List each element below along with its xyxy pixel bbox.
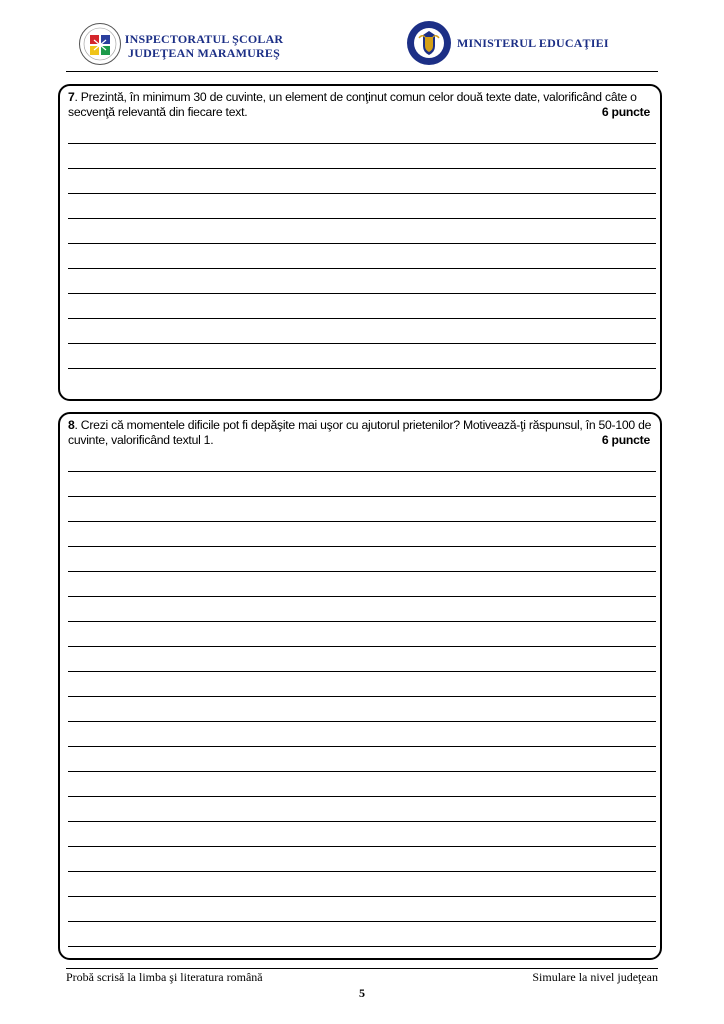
- question-8-prompt: [68, 418, 658, 448]
- header-divider: [66, 71, 658, 72]
- answer-line[interactable]: [68, 471, 656, 472]
- ministry-name: MINISTERUL EDUCAŢIEI: [457, 36, 609, 50]
- answer-line[interactable]: [68, 921, 656, 922]
- answer-line[interactable]: [68, 496, 656, 497]
- question-8-points: 6 puncte: [601, 433, 650, 447]
- answer-line[interactable]: [68, 193, 656, 194]
- question-7-points: 6 puncte: [601, 105, 650, 119]
- answer-line[interactable]: [68, 293, 656, 294]
- answer-line[interactable]: [68, 946, 656, 947]
- footer-exam-type: Simulare la nivel judeţean: [532, 970, 658, 984]
- page-number: 5: [359, 986, 365, 1000]
- answer-line[interactable]: [68, 243, 656, 244]
- question-7-prompt: [68, 90, 658, 120]
- question-7-text: . Prezintă, în minimum 30 de cuvinte, un element de conţinut comun celor două texte date, valorificând câte o secvenţă relevantă din fiecare text.: [68, 90, 637, 119]
- question-8-box: [58, 412, 662, 960]
- answer-line[interactable]: [68, 218, 656, 219]
- government-crest-icon: [406, 20, 452, 66]
- answer-line[interactable]: [68, 821, 656, 822]
- answer-line[interactable]: [68, 796, 656, 797]
- answer-line[interactable]: [68, 771, 656, 772]
- question-8-text: . Crezi că momentele dificile pot fi depăşite mai uşor cu ajutorul prietenilor? Motivează-ţi răspunsul, în 50-100 de cuvinte, valorificând textul 1.: [68, 418, 652, 447]
- answer-line[interactable]: [68, 671, 656, 672]
- answer-line[interactable]: [68, 746, 656, 747]
- answer-line[interactable]: [68, 571, 656, 572]
- inspectorate-line-2: JUDEŢEAN MARAMUREŞ: [128, 46, 280, 60]
- question-8-number: 8: [68, 418, 75, 432]
- answer-line[interactable]: [68, 143, 656, 144]
- answer-line[interactable]: [68, 721, 656, 722]
- answer-line[interactable]: [68, 646, 656, 647]
- inspectorate-name: [124, 32, 284, 60]
- footer-subject: Probă scrisă la limba şi literatura română: [66, 970, 263, 984]
- answer-line[interactable]: [68, 546, 656, 547]
- answer-line[interactable]: [68, 343, 656, 344]
- isj-logo-icon: [78, 22, 122, 66]
- answer-line[interactable]: [68, 896, 656, 897]
- question-7-box: [58, 84, 662, 401]
- answer-line[interactable]: [68, 621, 656, 622]
- answer-line[interactable]: [68, 521, 656, 522]
- inspectorate-line-1: INSPECTORATUL ŞCOLAR: [124, 32, 284, 46]
- answer-line[interactable]: [68, 268, 656, 269]
- answer-line[interactable]: [68, 696, 656, 697]
- answer-line[interactable]: [68, 168, 656, 169]
- answer-line[interactable]: [68, 871, 656, 872]
- footer-divider: [66, 968, 658, 969]
- page-header: [0, 0, 724, 72]
- answer-line[interactable]: [68, 318, 656, 319]
- answer-line[interactable]: [68, 846, 656, 847]
- answer-line[interactable]: [68, 368, 656, 369]
- question-7-number: 7: [68, 90, 75, 104]
- answer-line[interactable]: [68, 596, 656, 597]
